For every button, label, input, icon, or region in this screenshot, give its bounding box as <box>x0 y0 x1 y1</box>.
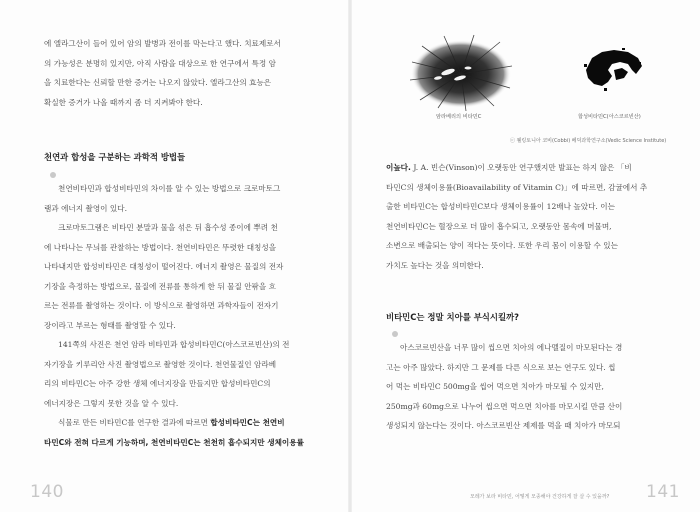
text-line <box>386 158 676 178</box>
body-paragraph <box>44 179 318 452</box>
left-page <box>0 0 348 512</box>
text-line: 141쪽의 사진은 천연 암라 비타민과 합성비타민C(아스코르빈산)의 전 <box>58 340 290 349</box>
section-heading: 천연과 합성을 구분하는 과학적 방법들 <box>44 152 186 162</box>
right-page <box>352 0 700 512</box>
text-line: 램과 에너지 촬영이 있다. <box>44 203 128 213</box>
page-number: 141 <box>646 482 680 502</box>
figure-caption-synthetic: 합성비타민C(아스코르빈산) <box>578 114 641 120</box>
text-line <box>44 413 318 433</box>
text-line: 나타내지만 합성비타민은 대칭성이 떨어진다. 에너지 촬영은 물질의 전자 <box>44 262 284 271</box>
text-line: 확실한 증거가 나올 때까지 좀 더 지켜봐야 한다. <box>44 97 203 107</box>
continued-paragraph <box>386 158 676 275</box>
figure-caption-natural: 암라베리의 비타민C <box>436 114 482 120</box>
intro-paragraph <box>44 34 318 112</box>
bullet-dot <box>50 172 56 178</box>
text-line: 의 가능성은 분명히 있지만, 아직 사람을 대상으로 한 연구에서 특정 암 <box>44 58 276 68</box>
text-line: 천연비타민C는 혈장으로 더 많이 흡수되고, 오랫동안 몸속에 머물며, <box>386 221 612 231</box>
bold-emphasis: 이높다. <box>386 163 411 172</box>
text-line: 소변으로 배출되는 양이 적다는 뜻이다. 또한 우리 몸이 이용할 수 있는 <box>386 241 618 250</box>
photo-credit: ⓒ 웰링토니아 코비(Cobbi) 베딕과학연구소(Vedic Science Institute) <box>510 138 667 144</box>
kirlian-photo-synthetic <box>578 40 648 102</box>
text-line: 가치도 높다는 것을 의미한다. <box>386 260 484 270</box>
bold-emphasis-line: 타민C와 전혀 다르게 기능하며, 천연비타민C는 천천히 흡수되지만 생체이용률 <box>44 437 304 447</box>
page-number: 140 <box>30 482 64 502</box>
text-line: 을 치료한다는 신뢰할 만한 증거는 나오지 않았다. 엘라그산의 효능은 <box>44 78 272 87</box>
text-line: 어 먹는 비타민C 500mg을 씹어 먹으면 치아가 마모될 수 있지만, <box>386 382 604 391</box>
text-line: 에너지장은 그렇지 못한 것을 알 수 있다. <box>44 398 179 408</box>
text-line: 천연비타민과 합성비타민의 차이를 알 수 있는 방법으로 크로마토그 <box>58 184 281 193</box>
text-line: 크로마토그램은 비타민 분말과 물을 섞은 뒤 흡수성 종이에 뿌려 천 <box>58 223 278 232</box>
text-line: 에 나타나는 무늬를 관찰하는 방법이다. 천연비타민은 뚜렷한 대칭성을 <box>44 242 277 252</box>
kirlian-photo-natural <box>408 32 514 112</box>
text-span: 식물로 만든 비타민C를 연구한 결과에 따르면 <box>58 418 211 427</box>
text-line: 생성되지 않는다는 것이다. 아스코르빈산 제제를 먹을 때 치아가 마모되 <box>386 421 621 430</box>
bullet-dot <box>392 331 398 337</box>
running-head: 모레가 보라 비타민, 어떻게 모종해야 건강하게 잘 살 수 있을까? <box>470 494 610 500</box>
text-span: J. A. 빈슨(Vinson)이 오랫동안 연구했지만 발표는 하지 않은 「비 <box>410 163 632 172</box>
text-line: 250mg과 60mg으로 나누어 씹으면 먹으면 치아를 마모시킬 만큼 산이 <box>386 401 623 411</box>
text-line: 장이라고 부르는 형태를 촬영할 수 있다. <box>44 320 176 330</box>
text-line: 르는 전류를 촬영하는 것이다. 이 방식으로 촬영하면 과학자들이 전자기 <box>44 301 279 310</box>
text-line: 자기장을 키루리안 사진 촬영법으로 촬영한 것이다. 천연물질인 암라베 <box>44 359 277 369</box>
text-line: 타민C의 생체이용률(Bioavailability of Vitamin C)」에 따르면, 감귤에서 추 <box>386 182 648 192</box>
text-line: 리의 비타민C는 아주 강한 생체 에너지장을 만들지만 합성비타민C의 <box>44 379 271 388</box>
text-line: 기장을 측정하는 방법으로, 물질에 전류를 통하게 한 뒤 물질 안팎을 흐 <box>44 281 276 291</box>
teeth-paragraph <box>386 338 676 436</box>
text-line: 출한 비타민C는 합성비타민C보다 생체이용률이 12배나 높았다. 이는 <box>386 202 615 211</box>
section-heading: 비타민C는 정말 치아를 부식시킬까? <box>386 312 520 322</box>
text-line: 고는 아주 많았다. 하지만 그 문제를 다른 식으로 보는 연구도 있다. 씹 <box>386 362 616 372</box>
text-line: 에 엘라그산이 들어 있어 암의 발병과 전이를 막는다고 했다. 치료제로서 <box>44 39 281 48</box>
text-line: 아스코르빈산을 너무 많이 씹으면 치아의 에나멜질이 마모된다는 경 <box>400 343 623 352</box>
bold-emphasis: 합성비타민C는 천연비 <box>210 418 285 427</box>
